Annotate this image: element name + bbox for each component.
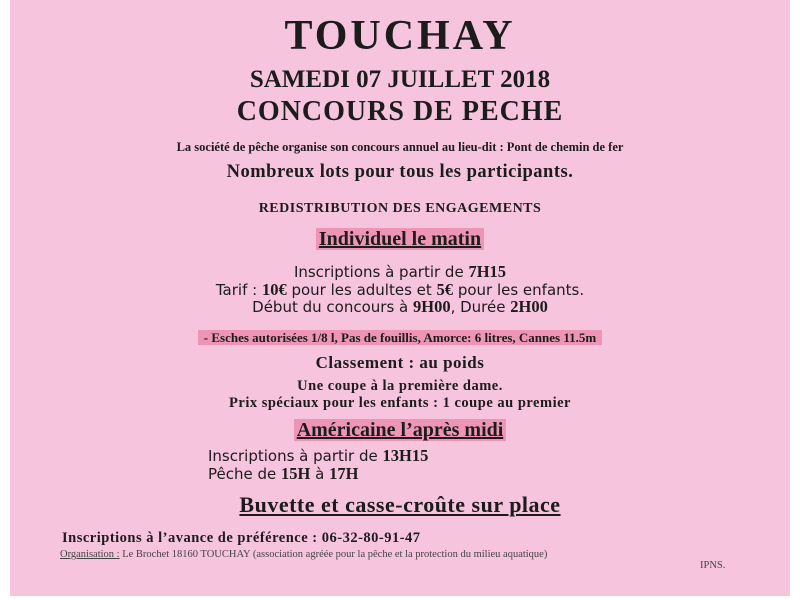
event-name: CONCOURS DE PECHE (236, 96, 564, 127)
inscriptions-time: 7H15 (468, 262, 507, 281)
americaine-inscriptions-time: 13H15 (382, 446, 429, 465)
ipns-mark: IPNS. (700, 560, 726, 571)
flyer (10, 0, 790, 596)
tarif-mid: pour les adultes et (286, 281, 437, 299)
organisation-line (60, 549, 547, 560)
inscriptions-label: Inscriptions à partir de (293, 263, 469, 281)
americaine-inscriptions (208, 447, 428, 465)
organisation-text: Le Brochet 18160 TOUCHAY (association agréée pour la pêche et la protection du milieu aquatique) (119, 549, 548, 560)
organisation-label: Organisation : (60, 549, 120, 560)
redistribution-text: REDISTRIBUTION DES ENGAGEMENTS (258, 201, 542, 216)
classement-text: Classement : au poids (315, 353, 485, 372)
americaine-inscriptions-label: Inscriptions à partir de (208, 447, 383, 465)
tarif-end: pour les enfants. (453, 281, 585, 299)
tarif-label: Tarif : (215, 281, 262, 299)
duree-label: , Durée (450, 298, 511, 316)
peche-label1: Pêche de (208, 465, 282, 483)
prize-dame: Une coupe à la première dame. (297, 378, 503, 394)
individuel-heading: Individuel le matin (316, 228, 484, 250)
americaine-heading: Américaine l’après midi (294, 419, 507, 441)
americaine-peche (208, 465, 428, 483)
prize-enfants: Prix spéciaux pour les enfants : 1 coupe au premier (229, 395, 571, 411)
tarif-adult: 10€ (261, 280, 287, 299)
peche-end: 17H (329, 464, 359, 483)
page-title: TOUCHAY (284, 13, 516, 59)
rules-text: - Esches autorisées 1/8 l, Pas de fouillis, Amorce: 6 litres, Cannes 11.5m (198, 330, 602, 345)
tarif-child: 5€ (436, 280, 454, 299)
debut-label: Début du concours à (252, 298, 413, 316)
rules-row (10, 330, 790, 346)
buvette-text: Buvette et casse-croûte sur place (239, 492, 561, 517)
peche-start: 15H (281, 464, 311, 483)
americaine-details (208, 447, 428, 483)
event-date: SAMEDI 07 JUILLET 2018 (249, 66, 551, 93)
individuel-heading-row (10, 228, 790, 251)
society-announcement: La société de pêche organise son concours annuel au lieu-dit : Pont de chemin de fer (176, 140, 624, 154)
americaine-heading-row (10, 419, 790, 442)
lots-text: Nombreux lots pour tous les participants. (226, 162, 574, 182)
debut-time: 9H00 (412, 297, 451, 316)
duree-time: 2H00 (510, 297, 548, 316)
debut-line (10, 297, 790, 317)
peche-label2: à (310, 465, 330, 483)
advance-registration: Inscriptions à l’avance de préférence : 06-32-80-91-47 (62, 530, 421, 546)
individuel-inscriptions (10, 262, 790, 282)
